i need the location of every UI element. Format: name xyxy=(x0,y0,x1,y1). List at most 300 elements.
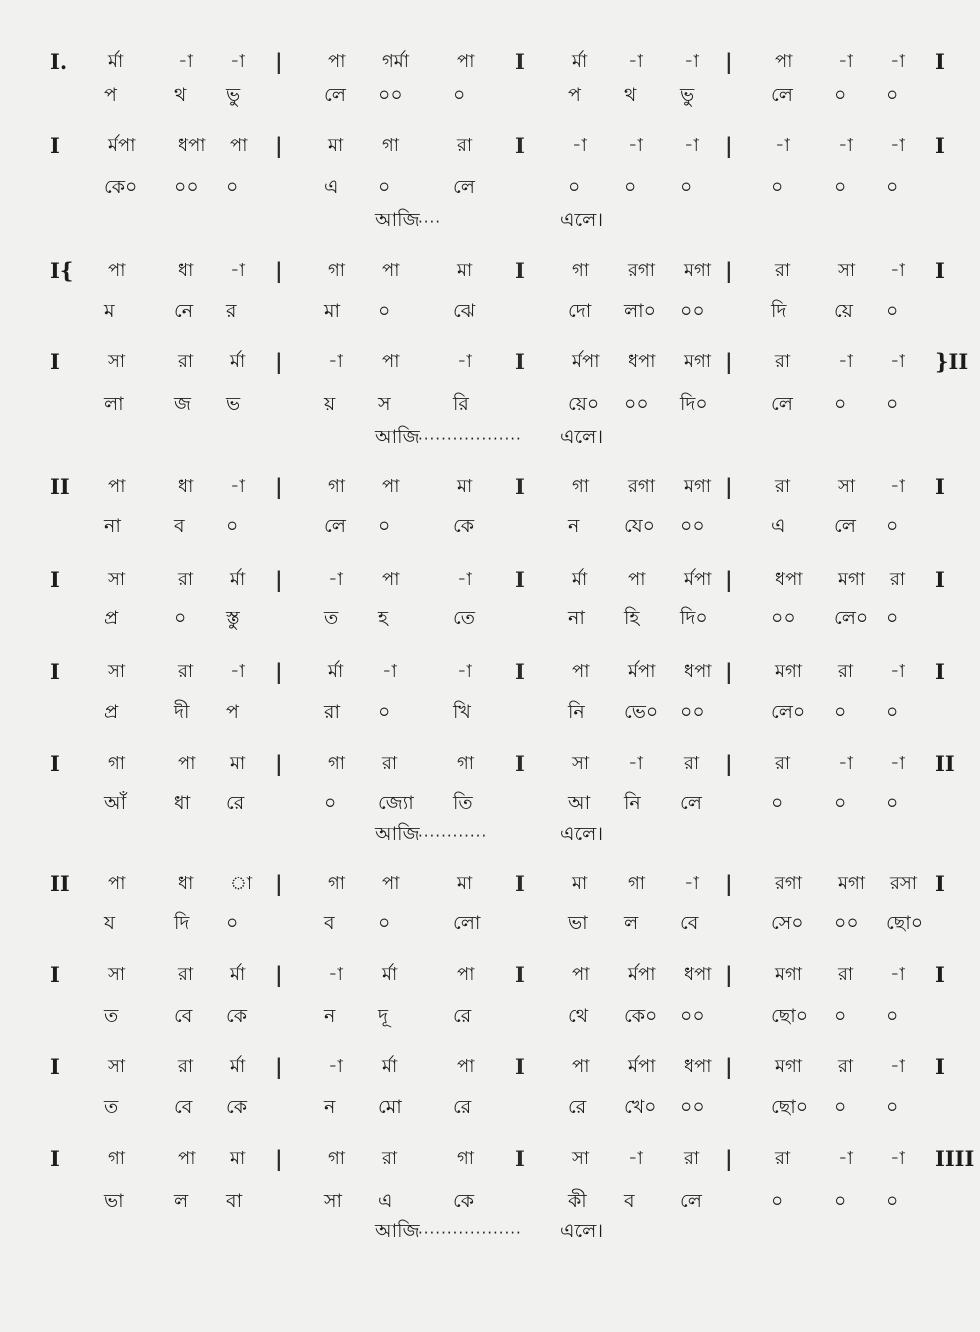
lyric-line xyxy=(0,1092,980,1126)
refrain-start: আজি xyxy=(375,426,420,448)
swara-note: মগা xyxy=(684,260,712,281)
swara-note: সা xyxy=(108,964,126,985)
lyric-syllable: লা xyxy=(104,393,124,415)
lyric-syllable: ০ xyxy=(886,1005,899,1027)
swara-note: -া xyxy=(178,51,193,72)
bar-separator: | xyxy=(725,474,733,499)
lyric-syllable: খে০ xyxy=(624,1096,657,1118)
bar-separator: I xyxy=(515,871,525,896)
swara-note: মা xyxy=(230,1148,246,1169)
lyric-syllable: রে xyxy=(568,1096,587,1118)
swara-note: -া xyxy=(328,964,343,985)
lyric-syllable: ছো০ xyxy=(886,912,924,934)
lyric-syllable: ০ xyxy=(834,792,847,814)
swara-note: র্মা xyxy=(382,1056,398,1077)
lyric-syllable: না xyxy=(568,607,585,629)
swara-note: পা xyxy=(178,753,196,774)
swara-line xyxy=(0,131,980,165)
end-bar: I xyxy=(935,567,945,592)
lyric-syllable: কে০ xyxy=(104,176,138,198)
lyric-syllable: প্র xyxy=(104,607,119,629)
lyric-line xyxy=(0,1001,980,1035)
lyric-line xyxy=(0,788,980,822)
bar-separator: I xyxy=(515,659,525,684)
swara-note: সা xyxy=(572,1148,590,1169)
lyric-syllable: তে xyxy=(453,607,475,629)
bar-separator: | xyxy=(275,567,283,592)
swara-note: পা xyxy=(628,569,646,590)
lyric-syllable: না xyxy=(104,515,121,537)
swara-note: পা xyxy=(382,260,400,281)
swara-note: রা xyxy=(178,351,194,372)
swara-note: রা xyxy=(775,753,791,774)
swara-note: গা xyxy=(457,1148,475,1169)
refrain-start: আজি xyxy=(375,823,420,845)
lyric-line xyxy=(0,172,980,206)
refrain-line xyxy=(0,819,980,849)
bar-separator: | xyxy=(725,567,733,592)
lyric-syllable: ০০ xyxy=(680,701,705,723)
lyric-syllable: ধা xyxy=(174,792,191,814)
lyric-syllable: ন xyxy=(324,1005,336,1027)
start-bar: I. xyxy=(50,49,68,74)
swara-note: র্মা xyxy=(230,569,246,590)
lyric-syllable: দূ xyxy=(378,1005,388,1027)
swara-note: পা xyxy=(457,51,475,72)
swara-note: রা xyxy=(684,753,700,774)
lyric-syllable: ম xyxy=(104,300,115,322)
lyric-syllable: লে xyxy=(771,84,793,106)
swara-note: -া xyxy=(890,135,905,156)
start-bar: II xyxy=(50,474,70,499)
lyric-syllable: এ xyxy=(378,1190,393,1212)
lyric-syllable: দো xyxy=(568,300,592,322)
lyric-line xyxy=(0,80,980,114)
end-bar: I xyxy=(935,133,945,158)
lyric-syllable: থে xyxy=(568,1005,589,1027)
swara-note: -া xyxy=(890,661,905,682)
swara-note: পা xyxy=(457,1056,475,1077)
swara-note: -া xyxy=(890,753,905,774)
refrain-start: আজি xyxy=(375,1220,420,1242)
lyric-syllable: দি০ xyxy=(680,393,708,415)
swara-note: পা xyxy=(775,51,793,72)
swara-note: গা xyxy=(572,260,590,281)
swara-note: গা xyxy=(328,1148,346,1169)
lyric-syllable: ০ xyxy=(886,607,899,629)
lyric-syllable: ০ xyxy=(886,1190,899,1212)
lyric-syllable: লে xyxy=(453,176,475,198)
lyric-syllable: জ xyxy=(174,393,191,415)
swara-line xyxy=(0,47,980,81)
swara-line xyxy=(0,657,980,691)
lyric-syllable: আ xyxy=(568,792,591,814)
swara-note: -া xyxy=(628,753,643,774)
swara-note: রা xyxy=(775,1148,791,1169)
swara-note: গর্মা xyxy=(382,51,410,72)
start-bar: I xyxy=(50,751,60,776)
lyric-syllable: ০ xyxy=(771,176,784,198)
lyric-syllable: খি xyxy=(453,701,471,723)
swara-note: গা xyxy=(328,476,346,497)
lyric-syllable: ০ xyxy=(834,1005,847,1027)
bar-separator: I xyxy=(515,962,525,987)
lyric-syllable: স xyxy=(378,393,391,415)
lyric-syllable: নি xyxy=(624,792,641,814)
bar-separator: | xyxy=(275,258,283,283)
swara-note: -া xyxy=(684,135,699,156)
lyric-syllable: ০ xyxy=(834,393,847,415)
lyric-syllable: ০০ xyxy=(680,1096,705,1118)
lyric-syllable: দী xyxy=(174,701,190,723)
swara-note: রা xyxy=(684,1148,700,1169)
lyric-syllable: তি xyxy=(453,792,473,814)
swara-note: গা xyxy=(382,135,400,156)
swara-line xyxy=(0,1144,980,1178)
start-bar: II xyxy=(50,871,70,896)
swara-note: রা xyxy=(775,476,791,497)
swara-note: সা xyxy=(572,753,590,774)
lyric-syllable: ০ xyxy=(771,792,784,814)
swara-note: গা xyxy=(457,753,475,774)
swara-note: রসা xyxy=(890,873,918,894)
lyric-syllable: ০০ xyxy=(174,176,199,198)
swara-note: -া xyxy=(838,753,853,774)
lyric-syllable: ০ xyxy=(771,1190,784,1212)
swara-note: পা xyxy=(178,1148,196,1169)
lyric-syllable: ০ xyxy=(624,176,637,198)
swara-note: -া xyxy=(838,1148,853,1169)
swara-note: ধপা xyxy=(684,1056,712,1077)
bar-separator: | xyxy=(725,871,733,896)
lyric-syllable: ০ xyxy=(324,792,337,814)
lyric-line xyxy=(0,603,980,637)
lyric-syllable: কে xyxy=(453,515,475,537)
lyric-syllable: ভ xyxy=(226,393,241,415)
swara-note: র্মা xyxy=(230,351,246,372)
lyric-syllable: র xyxy=(226,300,237,322)
lyric-syllable: থ xyxy=(624,84,637,106)
swara-note: পা xyxy=(382,569,400,590)
lyric-syllable: ০০ xyxy=(771,607,796,629)
swara-note: রা xyxy=(178,964,194,985)
swara-note: রা xyxy=(178,1056,194,1077)
swara-note: -া xyxy=(890,964,905,985)
lyric-syllable: ত xyxy=(104,1005,119,1027)
swara-note: -া xyxy=(628,51,643,72)
end-bar: II xyxy=(935,751,955,776)
lyric-syllable: বে xyxy=(174,1096,193,1118)
bar-separator: | xyxy=(725,49,733,74)
end-bar: I xyxy=(935,49,945,74)
lyric-syllable: ০ xyxy=(886,176,899,198)
lyric-syllable: ০ xyxy=(378,701,391,723)
bar-separator: | xyxy=(275,1054,283,1079)
lyric-syllable: য়ে xyxy=(834,300,853,322)
lyric-syllable: ০ xyxy=(378,912,391,934)
refrain-dots: ············ xyxy=(418,827,488,845)
swara-note: রা xyxy=(382,753,398,774)
swara-note: মা xyxy=(572,873,588,894)
swara-note: রা xyxy=(838,964,854,985)
swara-note: মা xyxy=(230,753,246,774)
lyric-syllable: সা xyxy=(324,1190,343,1212)
bar-separator: | xyxy=(725,659,733,684)
swara-note: মগা xyxy=(775,964,803,985)
swara-note: -া xyxy=(230,260,245,281)
swara-note: মা xyxy=(457,260,473,281)
swara-note: মা xyxy=(457,873,473,894)
bar-separator: | xyxy=(725,962,733,987)
swara-note: মগা xyxy=(838,569,866,590)
bar-separator: | xyxy=(275,962,283,987)
lyric-syllable: ০ xyxy=(378,300,391,322)
lyric-syllable: ০ xyxy=(834,1190,847,1212)
lyric-syllable: নি xyxy=(568,701,585,723)
lyric-syllable: ভা xyxy=(568,912,588,934)
swara-note: রা xyxy=(838,661,854,682)
lyric-syllable: লে xyxy=(771,393,793,415)
swara-note: -া xyxy=(890,351,905,372)
swara-line xyxy=(0,565,980,599)
swara-note: রা xyxy=(775,260,791,281)
swara-note: সা xyxy=(838,260,856,281)
start-bar: I xyxy=(50,349,60,374)
swara-note: র্মপা xyxy=(628,964,656,985)
swara-note: মগা xyxy=(684,351,712,372)
lyric-syllable: ব xyxy=(624,1190,635,1212)
swara-note: গা xyxy=(328,873,346,894)
swara-note: -া xyxy=(457,661,472,682)
lyric-syllable: ০ xyxy=(886,515,899,537)
start-bar: I xyxy=(50,1146,60,1171)
swara-note: গা xyxy=(108,1148,126,1169)
swara-note: -া xyxy=(890,1056,905,1077)
lyric-syllable: লে xyxy=(680,1190,702,1212)
swara-note: ধপা xyxy=(684,661,712,682)
swara-note: র্মা xyxy=(328,661,344,682)
lyric-syllable: প্র xyxy=(104,701,119,723)
refrain-end: এলে। xyxy=(560,1220,604,1242)
lyric-syllable: ন xyxy=(568,515,580,537)
bar-separator: | xyxy=(725,751,733,776)
lyric-syllable: ছো০ xyxy=(771,1096,809,1118)
swara-note: র্মা xyxy=(572,51,588,72)
end-bar: I xyxy=(935,871,945,896)
lyric-syllable: ০ xyxy=(453,84,466,106)
refrain-end: এলে। xyxy=(560,823,604,845)
swara-line xyxy=(0,1052,980,1086)
lyric-syllable: ০ xyxy=(226,515,239,537)
lyric-syllable: বে xyxy=(680,912,699,934)
bar-separator: | xyxy=(725,133,733,158)
swara-note: ধা xyxy=(178,873,194,894)
swara-note: রা xyxy=(775,351,791,372)
swara-note: -া xyxy=(230,51,245,72)
swara-note: মগা xyxy=(775,1056,803,1077)
lyric-line xyxy=(0,697,980,731)
swara-note: গা xyxy=(328,260,346,281)
lyric-syllable: রে xyxy=(226,792,245,814)
lyric-syllable: ০০ xyxy=(680,300,705,322)
lyric-syllable: লে০ xyxy=(834,607,869,629)
swara-note: া xyxy=(230,873,253,894)
swara-note: সা xyxy=(108,569,126,590)
swara-note: রা xyxy=(890,569,906,590)
lyric-syllable: লে০ xyxy=(771,701,806,723)
bar-separator: | xyxy=(725,1054,733,1079)
swara-note: গা xyxy=(108,753,126,774)
swara-note: র্মা xyxy=(108,51,124,72)
swara-line xyxy=(0,472,980,506)
lyric-syllable: রি xyxy=(453,393,469,415)
swara-note: -া xyxy=(628,1148,643,1169)
end-bar: }II xyxy=(935,349,969,374)
lyric-syllable: লা০ xyxy=(624,300,657,322)
swara-note: রা xyxy=(178,569,194,590)
lyric-syllable: রে xyxy=(453,1096,472,1118)
swara-note: -া xyxy=(628,135,643,156)
lyric-syllable: হ xyxy=(378,607,388,629)
lyric-syllable: ত xyxy=(104,1096,119,1118)
swara-note: র্মা xyxy=(230,964,246,985)
start-bar: I xyxy=(50,1054,60,1079)
start-bar: I xyxy=(50,567,60,592)
lyric-syllable: ০০ xyxy=(680,515,705,537)
lyric-syllable: ০০ xyxy=(680,1005,705,1027)
swara-note: ধপা xyxy=(684,964,712,985)
swara-note: -া xyxy=(775,135,790,156)
end-bar: IIII xyxy=(935,1146,975,1171)
swara-note: -া xyxy=(382,661,397,682)
lyric-syllable: নে xyxy=(174,300,194,322)
bar-separator: I xyxy=(515,567,525,592)
swara-note: র্মা xyxy=(572,569,588,590)
lyric-syllable: লো xyxy=(453,912,481,934)
lyric-syllable: দি xyxy=(771,300,787,322)
swara-note: পা xyxy=(108,476,126,497)
swara-note: -া xyxy=(838,351,853,372)
lyric-syllable: ০ xyxy=(886,393,899,415)
lyric-syllable: ০ xyxy=(378,515,391,537)
swara-line xyxy=(0,749,980,783)
swara-note: রা xyxy=(382,1148,398,1169)
lyric-syllable: ভা xyxy=(104,1190,124,1212)
bar-separator: | xyxy=(725,349,733,374)
lyric-syllable: এ xyxy=(324,176,339,198)
swara-note: গা xyxy=(328,753,346,774)
lyric-syllable: ০ xyxy=(886,701,899,723)
lyric-line xyxy=(0,511,980,545)
bar-separator: | xyxy=(725,258,733,283)
lyric-syllable: ০ xyxy=(886,1096,899,1118)
refrain-end: এলে। xyxy=(560,209,604,231)
lyric-syllable: লে xyxy=(834,515,856,537)
swara-note: মা xyxy=(328,135,344,156)
lyric-syllable: থ xyxy=(174,84,187,106)
lyric-syllable: ০ xyxy=(680,176,693,198)
swara-note: মগা xyxy=(775,661,803,682)
swara-line xyxy=(0,256,980,290)
bar-separator: I xyxy=(515,258,525,283)
bar-separator: I xyxy=(515,133,525,158)
swara-note: -া xyxy=(328,1056,343,1077)
swara-note: -া xyxy=(890,260,905,281)
refrain-dots: ···· xyxy=(418,213,442,231)
lyric-syllable: হি xyxy=(624,607,640,629)
swara-note: ধা xyxy=(178,476,194,497)
bar-separator: I xyxy=(515,1054,525,1079)
refrain-start: আজি xyxy=(375,209,420,231)
bar-separator: | xyxy=(275,133,283,158)
lyric-syllable: প xyxy=(568,84,581,106)
lyric-syllable: প xyxy=(226,701,239,723)
lyric-syllable: মো xyxy=(378,1096,402,1118)
bar-separator: | xyxy=(275,871,283,896)
lyric-line xyxy=(0,389,980,423)
bar-separator: | xyxy=(275,1146,283,1171)
lyric-syllable: ০ xyxy=(226,912,239,934)
swara-note: পা xyxy=(457,964,475,985)
end-bar: I xyxy=(935,474,945,499)
lyric-syllable: ০ xyxy=(568,176,581,198)
bar-separator: | xyxy=(725,1146,733,1171)
lyric-line xyxy=(0,908,980,942)
lyric-syllable: ভু xyxy=(226,84,241,106)
lyric-syllable: ঝে xyxy=(453,300,476,322)
swara-note: গা xyxy=(628,873,646,894)
swara-note: মগা xyxy=(684,476,712,497)
start-bar: I{ xyxy=(50,258,74,283)
swara-line xyxy=(0,869,980,903)
end-bar: I xyxy=(935,659,945,684)
start-bar: I xyxy=(50,133,60,158)
swara-note: মা xyxy=(457,476,473,497)
swara-note: পা xyxy=(572,661,590,682)
lyric-syllable: ০ xyxy=(174,607,187,629)
lyric-syllable: য়ে০ xyxy=(568,393,600,415)
swara-note: -া xyxy=(890,51,905,72)
lyric-syllable: কে xyxy=(226,1096,248,1118)
start-bar: I xyxy=(50,659,60,684)
swara-note: -া xyxy=(838,51,853,72)
swara-note: মগা xyxy=(838,873,866,894)
swara-note: -া xyxy=(572,135,587,156)
swara-note: রগা xyxy=(628,476,655,497)
swara-note: পা xyxy=(572,964,590,985)
bar-separator: I xyxy=(515,474,525,499)
bar-separator: I xyxy=(515,1146,525,1171)
lyric-syllable: ০ xyxy=(834,176,847,198)
swara-note: ধপা xyxy=(178,135,206,156)
swara-note: গা xyxy=(572,476,590,497)
swara-note: -া xyxy=(230,661,245,682)
lyric-syllable: ল xyxy=(624,912,639,934)
lyric-syllable: ০ xyxy=(886,300,899,322)
lyric-syllable: ভু xyxy=(680,84,695,106)
lyric-syllable: লে xyxy=(324,84,346,106)
lyric-syllable: দি xyxy=(174,912,190,934)
swara-note: -া xyxy=(890,476,905,497)
lyric-syllable: ব xyxy=(324,912,335,934)
swara-note: র্মা xyxy=(382,964,398,985)
lyric-syllable: ছো০ xyxy=(771,1005,809,1027)
bar-separator: I xyxy=(515,751,525,776)
lyric-syllable: লে xyxy=(324,515,346,537)
swara-note: পা xyxy=(108,873,126,894)
refrain-dots: ·················· xyxy=(418,1224,522,1242)
end-bar: I xyxy=(935,962,945,987)
